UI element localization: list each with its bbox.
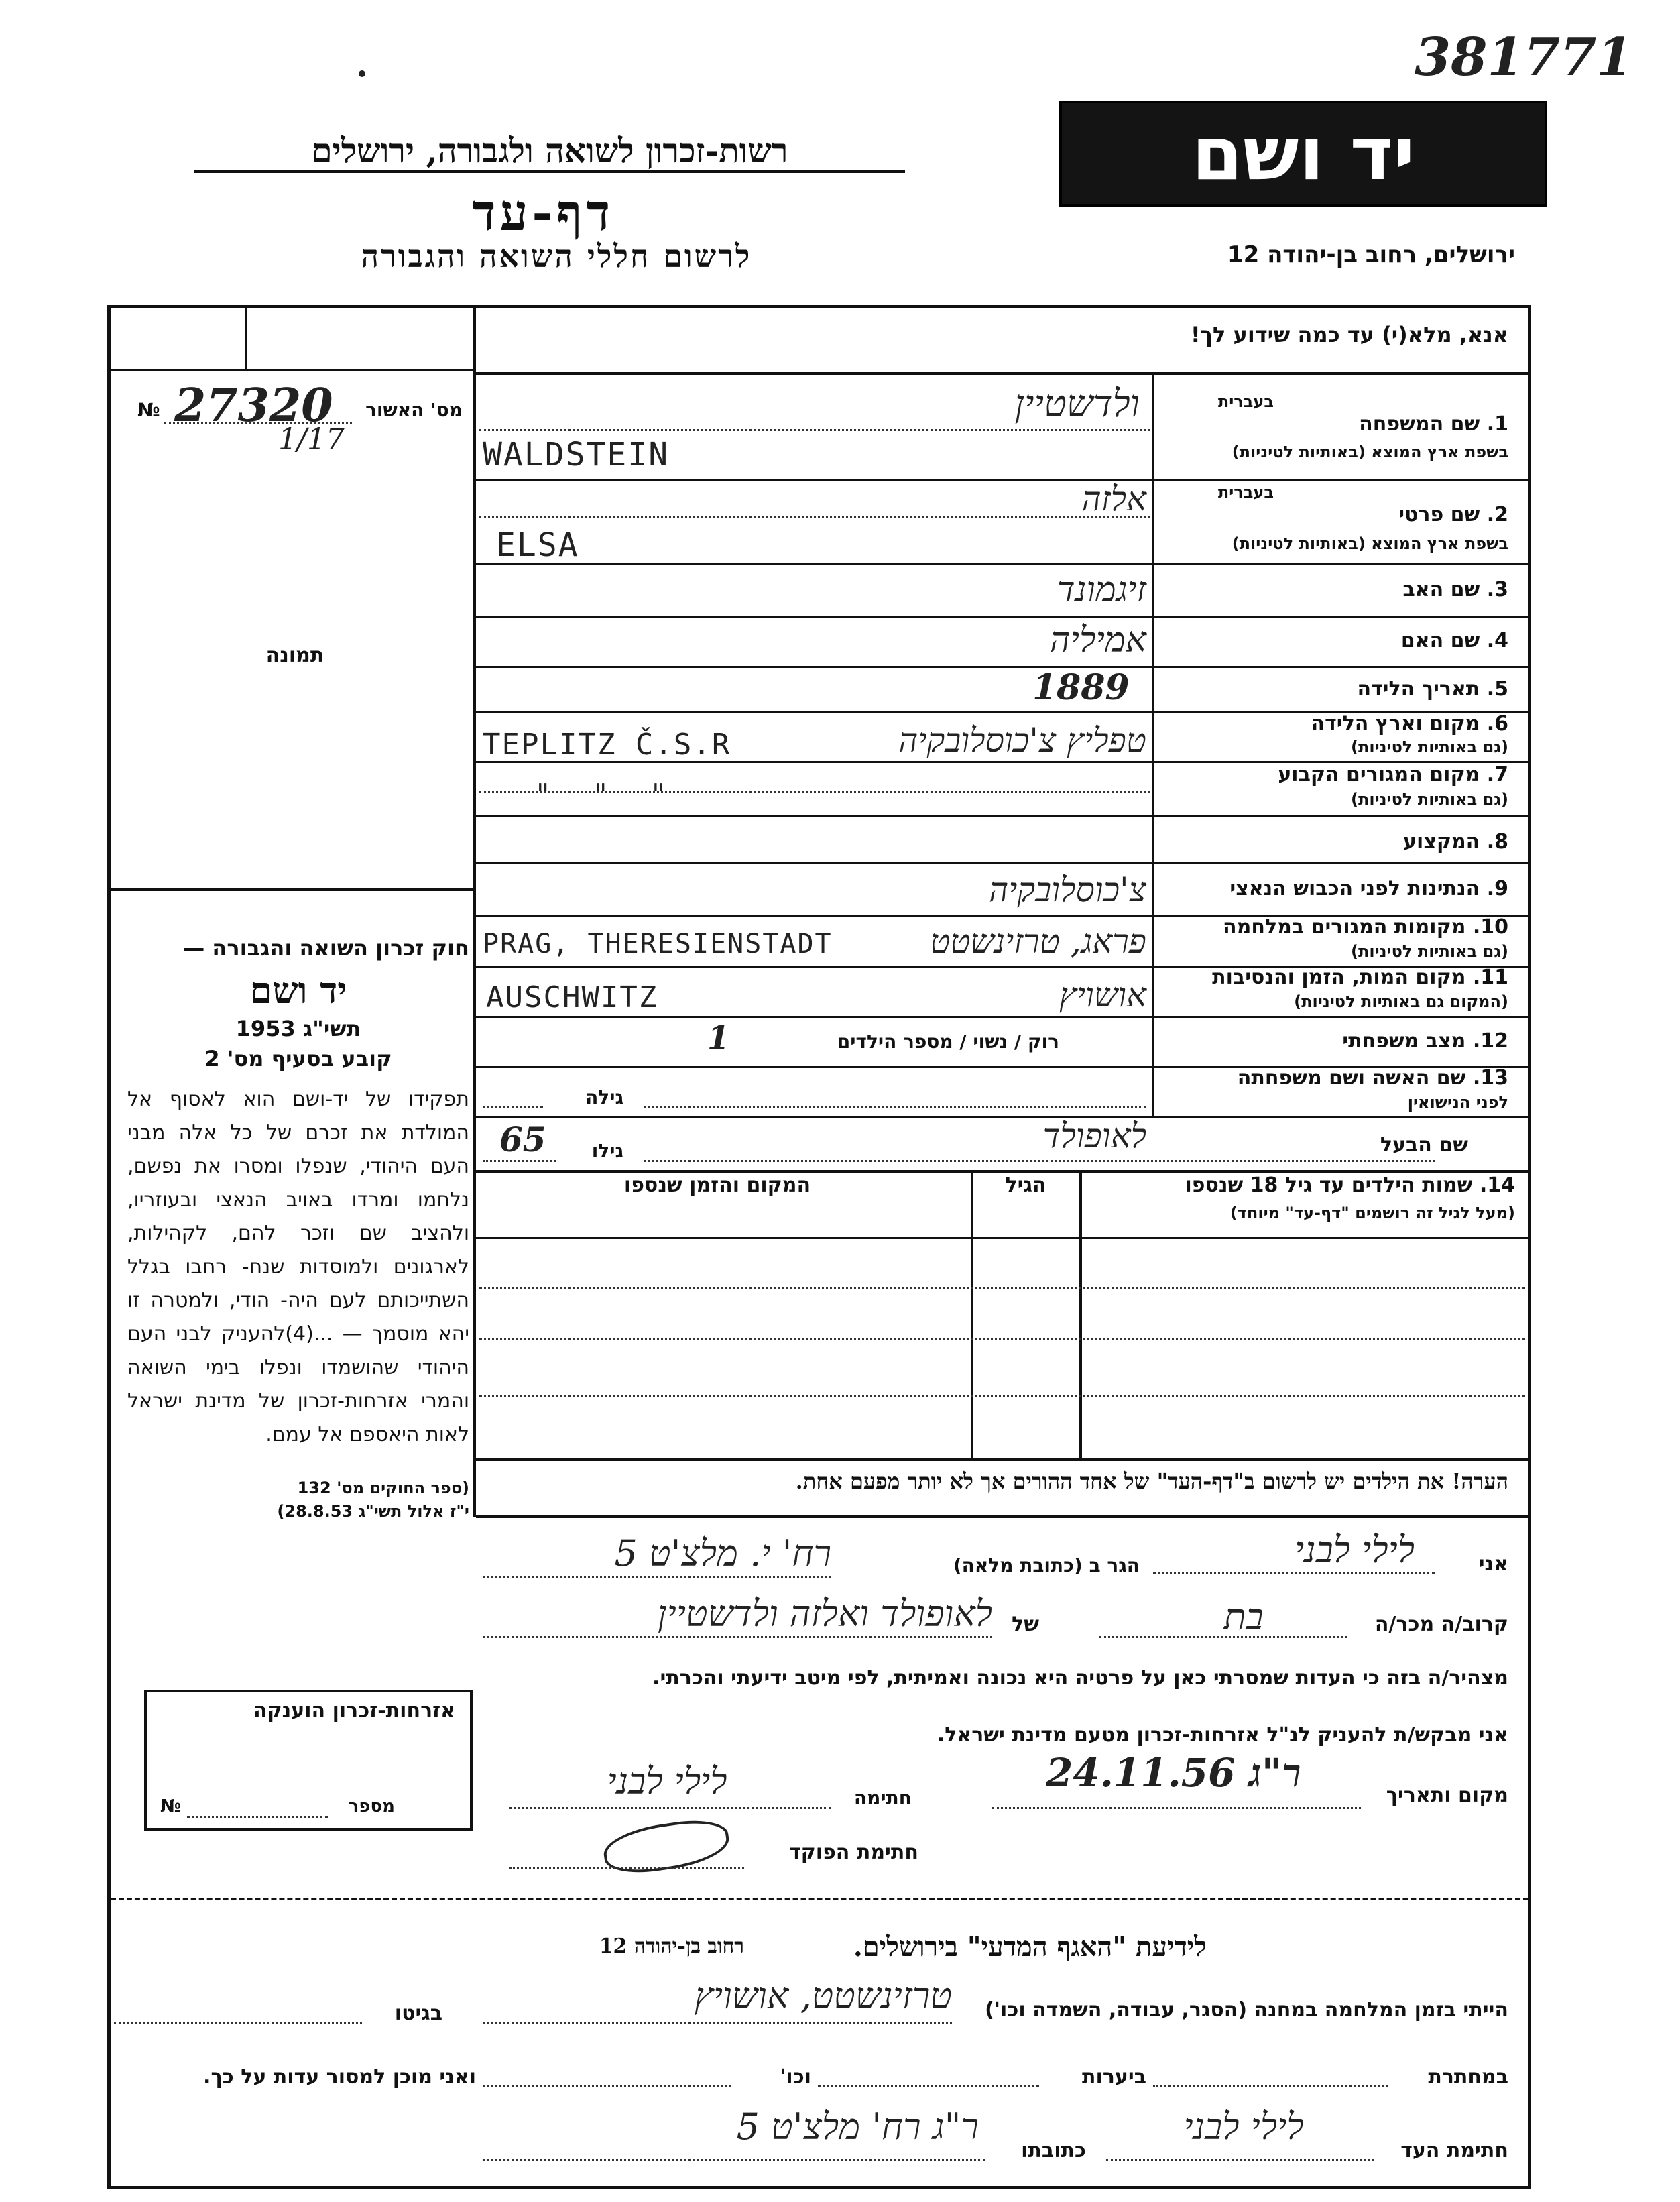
field-3-value: זיגמונד — [1057, 570, 1146, 610]
ghetto-dots — [114, 2022, 362, 2024]
signature-label: חתימה — [853, 1787, 912, 1809]
form-subtitle: לרשום חללי השואה והגבורה — [361, 238, 752, 274]
row-line — [476, 616, 1528, 618]
field-6-sublabel: (גם באותיות לטיניות) — [1351, 738, 1508, 756]
of-value: לאופולד ואלזה ולדשטיין — [657, 1592, 992, 1635]
field-9-label: 9. הנתינות לפני הכבוש הנאצי — [1229, 877, 1508, 901]
witness-i-label: אני — [1478, 1552, 1508, 1576]
relative-dots — [1099, 1636, 1347, 1638]
form-title: דף-עד — [471, 184, 615, 242]
field-2-latin-value: ELSA — [496, 526, 579, 564]
officer-dots — [509, 1867, 744, 1869]
field-4-label: 4. שם האם — [1400, 629, 1508, 652]
field-6-hebrew-value: טפליץ צ'כוסלובקיה — [898, 721, 1146, 760]
field-1-hebrew-value: ולדשטיין — [1014, 382, 1140, 426]
field-10-label: 10. מקומות המגורים במלחמה — [1223, 915, 1508, 939]
husband-age-label: גילו — [591, 1140, 623, 1162]
field-1-label: 1. שם המשפחה — [1359, 412, 1508, 436]
law-reference-1: (ספר החוקים מס' 132 — [297, 1479, 469, 1497]
sidebar-top-box — [111, 308, 473, 371]
witness-address-value: רח' י. מלצ'ט 5 — [614, 1532, 831, 1574]
place-date-value: ר"ג 24.11.56 — [1046, 1750, 1301, 1796]
address: ירושלים, רחוב בן-יהודה 12 — [1227, 241, 1515, 268]
row-line — [476, 479, 1528, 481]
forests-dots — [818, 2085, 1039, 2087]
field-14-label: 14. שמות הילדים עד גיל 18 שנספו — [1185, 1173, 1515, 1197]
children-row-3 — [479, 1395, 1525, 1397]
field-7-value: " " " — [536, 778, 665, 811]
approval-no-sign: № — [137, 399, 160, 421]
witness-signature-dots — [1106, 2159, 1374, 2161]
sidebar-divider — [473, 307, 476, 1517]
husband-age-value: 65 — [499, 1120, 546, 1159]
field-11-label: 11. מקום המות, הזמן והנסיבות — [1212, 966, 1508, 989]
field-5-value: 1889 — [1032, 667, 1130, 708]
footer-camp-text: הייתי בזמן המלחמה במחנה (הסגר, עבודה, השמדה וכו') — [985, 1998, 1508, 2022]
field-11-latin-value: AUSCHWITZ — [486, 980, 658, 1015]
citizenship-box — [144, 1690, 473, 1831]
field-10-sublabel: (גם באותיות לטיניות) — [1351, 942, 1508, 961]
children-table-bottom — [476, 1458, 1528, 1461]
husband-name-dots — [644, 1160, 1435, 1162]
field-7-sublabel: (גם באותיות לטיניות) — [1351, 790, 1508, 809]
children-row-2 — [479, 1338, 1525, 1340]
field-6-label: 6. מקום וארץ הלידה — [1311, 712, 1508, 736]
witness-footer-address-value: ר"ג רח' מלצ'ט 5 — [736, 2105, 979, 2148]
witness-address-label: כתובתו — [1021, 2139, 1086, 2162]
field-8-label: 8. המקצוע — [1403, 830, 1508, 854]
children-col-1 — [1079, 1170, 1082, 1458]
forests-label: ביערות — [1082, 2065, 1146, 2089]
citizenship-title: אזרחות-זכרון הוענקה — [253, 1699, 455, 1723]
approval-label: מס' האשור — [365, 399, 463, 421]
children-place-column: המקום והזמן שנספו — [623, 1173, 811, 1197]
etc-dots — [483, 2085, 731, 2087]
row-line — [476, 1016, 1528, 1018]
field-14-sublabel: (מעל לגיל זה רושמים "דף-עד" מיוחד) — [1229, 1204, 1515, 1222]
footer-divider — [111, 1898, 1528, 1900]
approval-number-value: 27320 — [174, 379, 333, 432]
note-text: הערה! את הילדים יש לרשום ב"דף-העד" של אחד ההורים אך לא יותר מפעם אחת. — [795, 1468, 1508, 1494]
witness-signature-value: לילי לבני — [1183, 2105, 1304, 2148]
field-2-hebrew-value: אלזה — [1081, 479, 1146, 518]
archive-number: 381771 — [1415, 27, 1633, 88]
ghetto-label: בגיטו — [394, 2002, 442, 2025]
witness-name-dots — [1153, 1572, 1435, 1574]
field-10-hebrew-value: פראג, טרזינשטט — [930, 922, 1146, 961]
field-1-latin-value: WALDSTEIN — [483, 436, 670, 473]
photo-box-bottom — [111, 888, 473, 891]
approval-dots — [164, 422, 352, 424]
field-7-label: 7. מקום המגורים הקבוע — [1278, 763, 1508, 787]
field-11-sublabel: (המקום גם באותיות לטיניות) — [1294, 992, 1508, 1011]
signature-value: לילי לבני — [607, 1760, 727, 1802]
declaration-text: מצהיר/ה בזה כי העדות שמסרתי כאן על פרטיה היא נכונה ואמיתית, לפי מיטב ידיעתי והכרתי. — [652, 1666, 1508, 1690]
row-line — [476, 862, 1528, 864]
field-13-sublabel: לפני הנישואין — [1407, 1093, 1508, 1112]
citizenship-number-label: מספר — [348, 1796, 395, 1816]
row-line — [476, 666, 1528, 668]
witness-resident-label: הגר ב (כתובת מלאה) — [953, 1554, 1140, 1576]
wife-name-dots — [644, 1106, 1146, 1108]
field-11-hebrew-value: אושויץ — [1059, 976, 1146, 1015]
yad-vashem-logo: יד ושם — [1059, 101, 1547, 207]
photo-label: תמונה — [265, 644, 324, 667]
authority-title: רשות-זכרון לשואה ולגבורה, ירושלים — [194, 131, 905, 173]
sidebar-top-tick — [245, 308, 247, 369]
field-9-value: צ'כוסלובקיה — [988, 870, 1146, 909]
citizenship-no-sign: № — [160, 1796, 182, 1816]
field-12-options: רוק / נשוי / מספר הילדים — [837, 1031, 1059, 1053]
field-4-value: אמיליה — [1049, 620, 1146, 660]
field-2-label: 2. שם פרטי — [1398, 503, 1508, 526]
underground-label: במחתרת — [1428, 2065, 1508, 2089]
place-date-label: מקום ותאריך — [1386, 1784, 1508, 1807]
law-name: יד ושם — [249, 969, 347, 1012]
row-line — [476, 815, 1528, 817]
children-row-1 — [479, 1287, 1525, 1289]
row-line — [476, 563, 1528, 565]
footer-camp-dots — [483, 2022, 952, 2024]
relative-label: קרוב/ה מכר/ה — [1374, 1613, 1508, 1636]
citizenship-dots — [187, 1816, 328, 1818]
footer-camp-value: טרזינשטט, אושויץ — [694, 1975, 952, 2017]
witness-signature-label: חתימת העד — [1400, 2139, 1508, 2162]
field-12-label: 12. מצב משפחתי — [1342, 1029, 1508, 1053]
law-text: תפקידו של יד-ושם הוא לאסוף אל המולדת את זכרם של כל אלה מבני העם היהודי, שנפלו ומסרו את נפשם, נלחמו ומרדו באויב הנאצי ובעוזריו, ולהציב שם וזכר להם, לקהילות, לארגונים ולמוסדות שנח- רחבו בגלל השתייכותם לעם היה- הודי, ולמטרה זו יהא מוסמך — ...(4)להעניק לבני העם היהודי שהושמדו ונפלו בימי השואה והמרי אזרחות-זכרון של מדינת ישראל לאות היאספם אל עמם. — [127, 1088, 469, 1446]
wife-age-label: גילה — [585, 1086, 623, 1108]
ready-to-testify: ואני מוכן למסור עדות על כך. — [203, 2065, 476, 2089]
field-13-label: 13. שם האשה ושם משפחתה — [1237, 1066, 1508, 1090]
field-1-sublabel: בשפת ארץ המוצא (באותיות לטיניות) — [1232, 443, 1508, 461]
intro-rule — [476, 372, 1528, 375]
of-dots — [483, 1636, 992, 1638]
intro-text: אנא, מלא(י) עד כמה שידוע לך! — [1190, 322, 1508, 347]
witness-name-value: לילי לבני — [1294, 1529, 1415, 1571]
children-head-rule — [476, 1237, 1528, 1239]
husband-value: לאופולד — [1042, 1116, 1146, 1155]
note-rule — [476, 1515, 1528, 1518]
approval-fraction: 1/17 — [278, 422, 345, 457]
hebrew-label-2: בעברית — [1217, 483, 1274, 502]
request-text: אני מבקש/ת להעניק לנ"ל אזרחות-זכרון מטעם מדינת ישראל. — [937, 1723, 1508, 1747]
field-10-latin-value: PRAG, THERESIENSTADT — [483, 929, 833, 960]
underground-dots — [1153, 2085, 1388, 2087]
law-reference-2: י"ז אלול תשי"ג 28.8.53) — [277, 1502, 469, 1521]
field-2-sublabel: בשפת ארץ המוצא (באותיות לטיניות) — [1232, 534, 1508, 553]
children-table-top — [476, 1170, 1528, 1173]
field-6-latin-value: TEPLITZ Č.S.R — [483, 728, 731, 762]
footer-title: לידיעת "האגף המדעי" בירושלים. — [853, 1931, 1207, 1963]
officer-label: חתימת הפוקד — [789, 1841, 918, 1864]
husband-age-dots — [483, 1160, 556, 1162]
of-label: של — [1012, 1613, 1039, 1636]
place-date-dots — [992, 1807, 1361, 1809]
wife-age-dots — [483, 1106, 543, 1108]
sub-dots-1 — [479, 429, 1150, 431]
husband-label: שם הבעל — [1380, 1133, 1468, 1157]
field-5-label: 5. תאריך הלידה — [1357, 677, 1508, 701]
relative-value: בת — [1223, 1596, 1264, 1638]
witness-address-dots — [483, 1576, 831, 1578]
footer-address: רחוב בן-יהודה 12 — [599, 1934, 744, 1958]
law-year: תשי"ג 1953 — [235, 1016, 361, 1041]
etc-label: וכו' — [780, 2065, 811, 2089]
signature-dots — [509, 1807, 831, 1809]
children-age-column: הגיל — [1005, 1173, 1046, 1197]
children-col-2 — [971, 1170, 973, 1458]
field-3-label: 3. שם האב — [1402, 578, 1508, 601]
witness-footer-address-dots — [483, 2159, 985, 2161]
law-section: קובע בסעיף מס' 2 — [204, 1046, 392, 1071]
speck — [359, 70, 365, 77]
law-title: חוק זכרון השואה והגבורה — — [183, 935, 469, 961]
field-12-value: 1 — [707, 1019, 730, 1057]
hebrew-label-1: בעברית — [1217, 392, 1274, 411]
